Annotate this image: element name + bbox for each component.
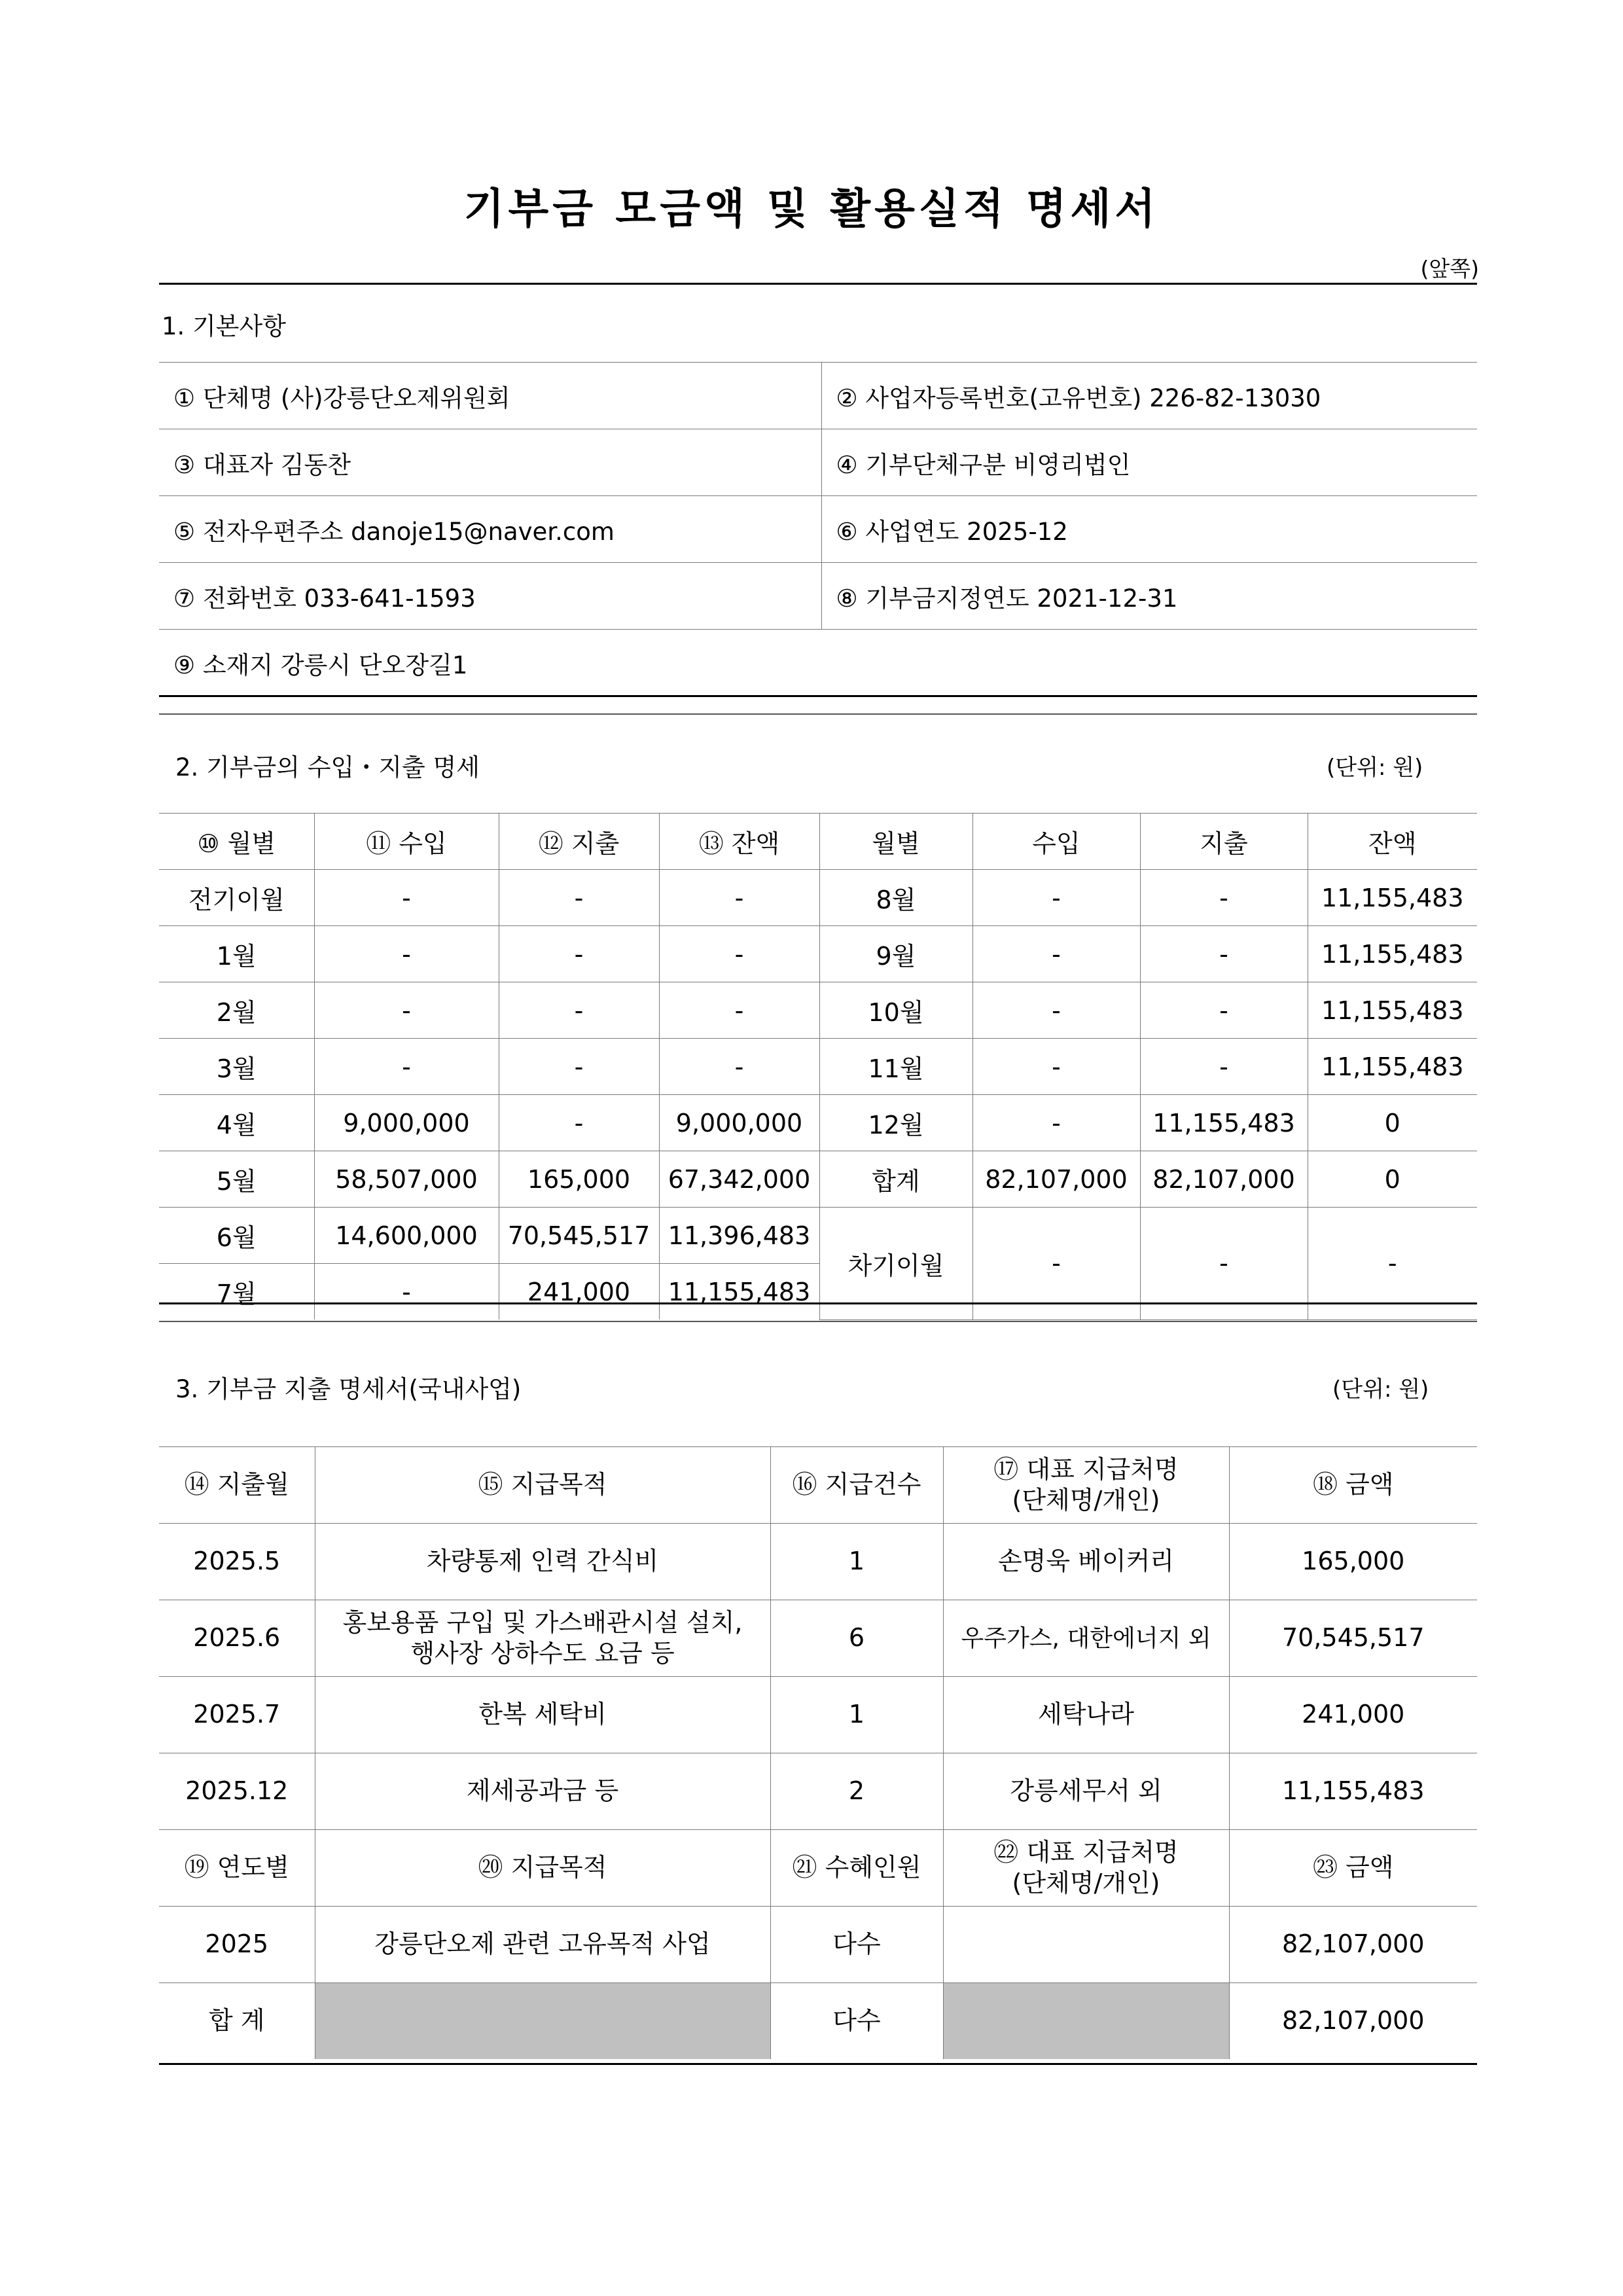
cell: 241,000 xyxy=(1229,1677,1477,1753)
cell: 다수 xyxy=(770,1983,943,2060)
cell: - xyxy=(499,926,659,982)
cell: 2025.6 xyxy=(159,1600,315,1677)
cell: - xyxy=(1140,1039,1308,1095)
section2-top-rule xyxy=(159,713,1477,715)
email: ⑤ 전자우편주소 danoje15@naver.com xyxy=(159,496,821,563)
total-label: 합 계 xyxy=(159,1983,315,2060)
shaded-cell xyxy=(315,1983,770,2060)
location: ⑨ 소재지 강릉시 단오장길1 xyxy=(159,630,1477,696)
cell: - xyxy=(499,870,659,926)
cell: 우주가스, 대한에너지 외 xyxy=(943,1600,1229,1677)
cell: 1 xyxy=(770,1677,943,1753)
cell: 5월 xyxy=(159,1151,314,1208)
cell: 강릉세무서 외 xyxy=(943,1753,1229,1830)
cell: 11,155,483 xyxy=(1308,926,1477,982)
cell: - xyxy=(972,870,1140,926)
cell: 165,000 xyxy=(1229,1524,1477,1600)
section2-bottom-rule xyxy=(159,1302,1477,1304)
cell: 2월 xyxy=(159,982,314,1039)
cell: 70,545,517 xyxy=(499,1208,659,1264)
cell: 11,155,483 xyxy=(1229,1753,1477,1830)
cell: 다수 xyxy=(770,1907,943,1983)
cell: 강릉단오제 관련 고유목적 사업 xyxy=(315,1907,770,1983)
cell: - xyxy=(659,982,819,1039)
table-row xyxy=(159,1907,1477,1983)
cell: 0 xyxy=(1308,1151,1477,1208)
cell: 241,000 xyxy=(499,1264,659,1320)
info-row xyxy=(159,429,1477,496)
shaded-cell xyxy=(943,1983,1229,2060)
cell: 11,155,483 xyxy=(1308,870,1477,926)
header-month-2: 월별 xyxy=(819,814,972,870)
cell: - xyxy=(499,1095,659,1151)
section2-heading: 2. 기부금의 수입・지출 명세 xyxy=(175,753,480,781)
cell: 58,507,000 xyxy=(314,1151,499,1208)
cell: 2025.12 xyxy=(159,1753,315,1830)
cell: - xyxy=(499,982,659,1039)
info-row xyxy=(159,630,1477,696)
section3-top-rule xyxy=(159,1321,1477,1322)
cell xyxy=(943,1907,1229,1983)
section3-heading: 3. 기부금 지출 명세서(국내사업) xyxy=(175,1375,522,1403)
cell: - xyxy=(659,926,819,982)
cell: 7월 xyxy=(159,1264,314,1320)
cell: 9,000,000 xyxy=(659,1095,819,1151)
table-row xyxy=(159,1677,1477,1753)
top-rule xyxy=(159,283,1477,285)
info-row xyxy=(159,363,1477,429)
cell: 0 xyxy=(1308,1095,1477,1151)
section3-bottom-rule xyxy=(159,2063,1477,2065)
cell: - xyxy=(314,926,499,982)
cell: 11,155,483 xyxy=(1308,1039,1477,1095)
header-balance-2: 잔액 xyxy=(1308,814,1477,870)
cell: - xyxy=(1140,1208,1308,1320)
cell: - xyxy=(1140,926,1308,982)
table-header-row xyxy=(159,1830,1477,1907)
header-payee: ⑰ 대표 지급처명 (단체명/개인) xyxy=(943,1447,1229,1524)
cell: - xyxy=(659,1039,819,1095)
table-row xyxy=(159,926,1477,982)
table-row xyxy=(159,1095,1477,1151)
cell: - xyxy=(314,1039,499,1095)
cell: 11월 xyxy=(819,1039,972,1095)
section3-unit: (단위: 원) xyxy=(1332,1376,1429,1403)
cell: 6 xyxy=(770,1600,943,1677)
cell: 2 xyxy=(770,1753,943,1830)
business-year: ⑥ 사업연도 2025-12 xyxy=(821,496,1477,563)
cell: 12월 xyxy=(819,1095,972,1151)
header-expense-month: ⑭ 지출월 xyxy=(159,1447,315,1524)
designation-date: ⑧ 기부금지정연도 2021-12-31 xyxy=(821,563,1477,630)
total-amount: 82,107,000 xyxy=(1229,1983,1477,2060)
cell: - xyxy=(1140,982,1308,1039)
cell: - xyxy=(499,1039,659,1095)
cell: 11,155,483 xyxy=(659,1264,819,1320)
cell: 세탁나라 xyxy=(943,1677,1229,1753)
cell: 1 xyxy=(770,1524,943,1600)
header-income: ⑪ 수입 xyxy=(314,814,499,870)
table-header-row xyxy=(159,1447,1477,1524)
section1-bottom-rule xyxy=(159,695,1477,697)
cell: 82,107,000 xyxy=(1229,1907,1477,1983)
table-row xyxy=(159,1600,1477,1677)
header-expense: ⑫ 지출 xyxy=(499,814,659,870)
cell: 11,396,483 xyxy=(659,1208,819,1264)
table-row xyxy=(159,1151,1477,1208)
cell: 3월 xyxy=(159,1039,314,1095)
cell: 합계 xyxy=(819,1151,972,1208)
cell: - xyxy=(314,982,499,1039)
cell: 차량통제 인력 간식비 xyxy=(315,1524,770,1600)
cell: 8월 xyxy=(819,870,972,926)
business-reg-number: ② 사업자등록번호(고유번호) 226-82-13030 xyxy=(821,363,1477,429)
header-balance: ⑬ 잔액 xyxy=(659,814,819,870)
header-income-2: 수입 xyxy=(972,814,1140,870)
table-row xyxy=(159,870,1477,926)
org-name: ① 단체명 (사)강릉단오제위원회 xyxy=(159,363,821,429)
cell: 6월 xyxy=(159,1208,314,1264)
cell: - xyxy=(972,1039,1140,1095)
document-title: 기부금 모금액 및 활용실적 명세서 xyxy=(463,185,1160,234)
cell: 전기이월 xyxy=(159,870,314,926)
donation-org-type: ④ 기부단체구분 비영리법인 xyxy=(821,429,1477,496)
header-month: ⑩ 월별 xyxy=(159,814,314,870)
table-row xyxy=(159,982,1477,1039)
table-row xyxy=(159,1524,1477,1600)
cell: 10월 xyxy=(819,982,972,1039)
cell: 제세공과금 등 xyxy=(315,1753,770,1830)
table-header-row xyxy=(159,814,1477,870)
cell: 한복 세탁비 xyxy=(315,1677,770,1753)
section1-heading: 1. 기본사항 xyxy=(162,312,287,340)
cell: 홍보용품 구입 및 가스배관시설 설치, 행사장 상하수도 요금 등 xyxy=(315,1600,770,1677)
info-row xyxy=(159,563,1477,630)
cell: - xyxy=(972,982,1140,1039)
header-purpose: ⑮ 지급목적 xyxy=(315,1447,770,1524)
header-amount: ⑱ 금액 xyxy=(1229,1447,1477,1524)
cell: - xyxy=(972,1208,1140,1320)
cell: 11,155,483 xyxy=(1308,982,1477,1039)
cell: - xyxy=(314,1264,499,1320)
header-count: ⑯ 지급건수 xyxy=(770,1447,943,1524)
cell: 4월 xyxy=(159,1095,314,1151)
cell: - xyxy=(314,870,499,926)
cell: - xyxy=(1308,1208,1477,1320)
cell: 손명욱 베이커리 xyxy=(943,1524,1229,1600)
phone: ⑦ 전화번호 033-641-1593 xyxy=(159,563,821,630)
cell: 11,155,483 xyxy=(1140,1095,1308,1151)
cell: - xyxy=(972,926,1140,982)
cell: - xyxy=(972,1095,1140,1151)
cell: 67,342,000 xyxy=(659,1151,819,1208)
basic-info-table xyxy=(159,362,1477,696)
cell: 82,107,000 xyxy=(972,1151,1140,1208)
section2-unit: (단위: 원) xyxy=(1327,755,1423,781)
cell: 9,000,000 xyxy=(314,1095,499,1151)
expense-detail-table xyxy=(159,1446,1477,2059)
table-row xyxy=(159,1208,1477,1264)
table-row xyxy=(159,1039,1477,1095)
cell: 9월 xyxy=(819,926,972,982)
cell: 2025.5 xyxy=(159,1524,315,1600)
header-amount-2: ㉓ 금액 xyxy=(1229,1830,1477,1907)
header-beneficiaries: ㉑ 수혜인원 xyxy=(770,1830,943,1907)
header-year: ⑲ 연도별 xyxy=(159,1830,315,1907)
representative: ③ 대표자 김동찬 xyxy=(159,429,821,496)
cell: 165,000 xyxy=(499,1151,659,1208)
table-row xyxy=(159,1753,1477,1830)
cell: - xyxy=(659,870,819,926)
cell: 70,545,517 xyxy=(1229,1600,1477,1677)
cell: 14,600,000 xyxy=(314,1208,499,1264)
cell: 82,107,000 xyxy=(1140,1151,1308,1208)
header-expense-2: 지출 xyxy=(1140,814,1308,870)
cell: - xyxy=(1140,870,1308,926)
income-expense-table xyxy=(159,813,1477,1320)
header-payee-2: ㉒ 대표 지급처명 (단체명/개인) xyxy=(943,1830,1229,1907)
cell: 2025.7 xyxy=(159,1677,315,1753)
header-purpose-2: ⑳ 지급목적 xyxy=(315,1830,770,1907)
page-side-label: (앞쪽) xyxy=(1420,256,1479,281)
cell: 1월 xyxy=(159,926,314,982)
total-row xyxy=(159,1983,1477,2060)
info-row xyxy=(159,496,1477,563)
cell: 2025 xyxy=(159,1907,315,1983)
cell: 차기이월 xyxy=(819,1208,972,1320)
